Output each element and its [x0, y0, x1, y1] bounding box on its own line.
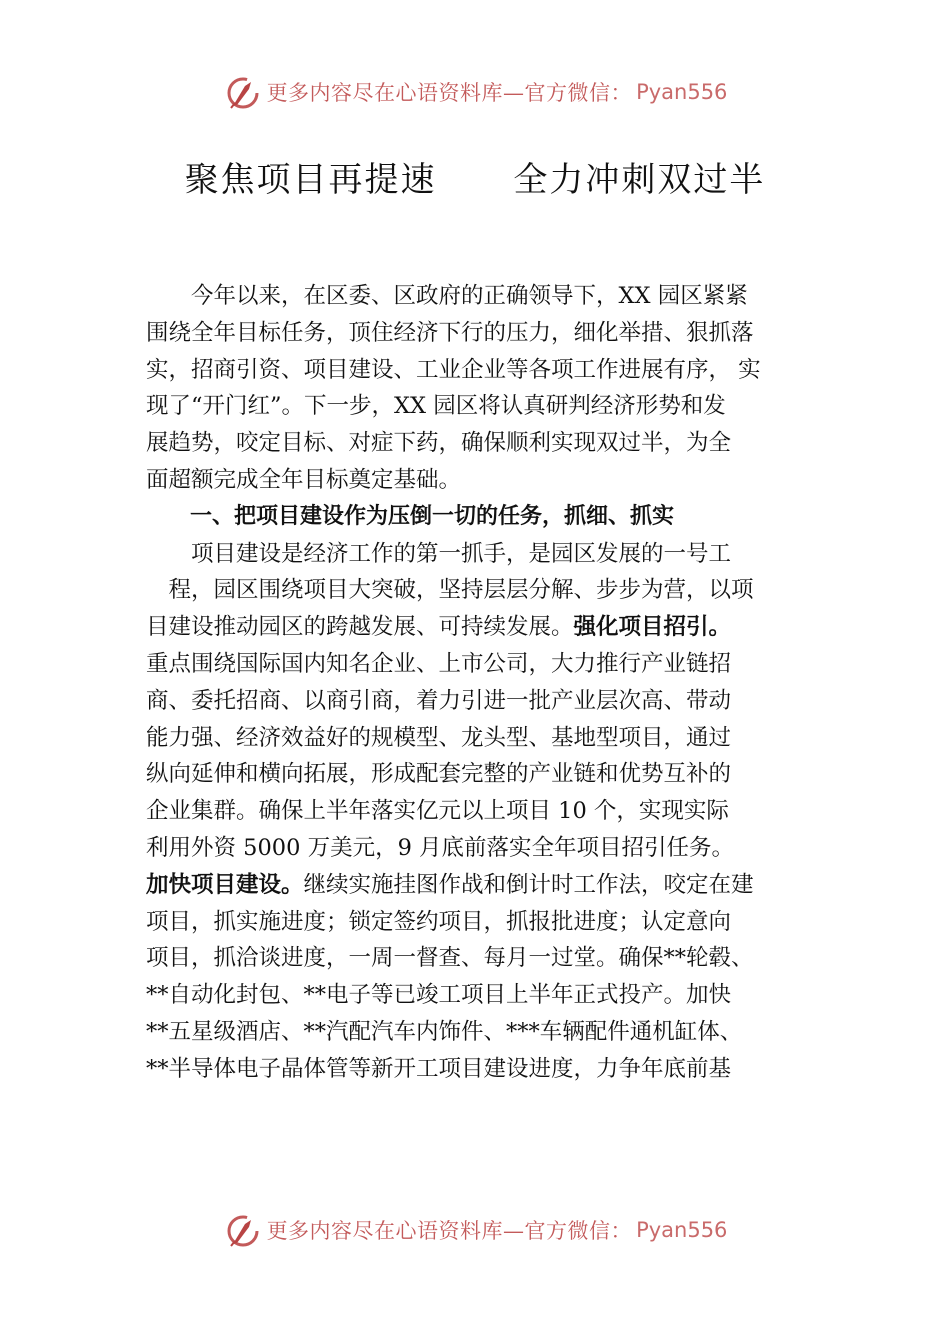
footer-banner [0, 1208, 950, 1252]
intro-line: 展趋势，咬定目标、对症下药，确保顺利实现双过半，为全 [146, 430, 732, 457]
section-line: **五星级酒店、**汽配汽车内饰件、***车辆配件通机缸体、 [146, 1018, 743, 1045]
section-line: 项目建设是经济工作的第一抓手，是园区发展的一号工 [146, 540, 732, 567]
section-line [146, 609, 818, 646]
banner-text: 更多内容尽在心语资料库—官方微信： [266, 81, 633, 105]
document-title: 聚焦项目再提速 全力冲刺双过半 [184, 160, 766, 200]
section-line: **半导体电子晶体管等新开工项目建设进度，力争年底前基 [146, 1055, 732, 1082]
section-line: 项目，抓洽谈进度，一周一督查、每月一过堂。确保**轮毂、 [146, 945, 754, 972]
section-heading: 一、把项目建设作为压倒一切的任务，抓细、抓实 [146, 503, 675, 529]
banner-text: 更多内容尽在心语资料库—官方微信： [266, 1219, 633, 1243]
intro-line: 今年以来，在区委、区政府的正确领导下，XX 园区紧紧 [146, 283, 748, 309]
section-line [146, 867, 818, 904]
section-line: 项目，抓实施进度；锁定签约项目，抓报批进度；认定意向 [146, 908, 732, 935]
intro-line: 现了“开门红”。下一步，XX 园区将认真研判经济形势和发 [146, 393, 726, 420]
banner-wechat-id: Pyan556 [636, 1218, 728, 1242]
banner-wechat-id: Pyan556 [636, 80, 728, 104]
section-line: 商、委托招商、以商引商，着力引进一批产业层次高、带动 [146, 687, 732, 714]
section-line: 程，园区围绕项目大突破，坚持层层分解、步步为营，以项 [146, 577, 754, 604]
intro-line: 面超额完成全年目标奠定基础。 [146, 466, 462, 493]
document-body [146, 278, 818, 1088]
intro-line: 围绕全年目标任务，顶住经济下行的压力，细化举措、狠抓落 [146, 319, 754, 346]
section-line: **自动化封包、**电子等已竣工项目上半年正式投产。加快 [146, 982, 732, 1009]
section-line: 企业集群。确保上半年落实亿元以上项目 10 个，实现实际 [146, 798, 729, 825]
pen-nib-logo-icon [223, 1210, 263, 1250]
section-line: 能力强、经济效益好的规模型、龙头型、基地型项目，通过 [146, 724, 732, 751]
section-line: 利用外资 5000 万美元，9 月底前落实全年项目招引任务。 [146, 834, 735, 861]
section-line-text: 目建设推动园区的跨越发展、可持续发展。 [146, 614, 574, 641]
intro-line: 实，招商引资、项目建设、工业企业等各项工作进展有序， 实 [146, 356, 761, 383]
section-line: 纵向延伸和横向拓展，形成配套完整的产业链和优势互补的 [146, 761, 732, 788]
bold-phrase: 强化项目招引。 [573, 614, 732, 641]
header-banner [0, 70, 950, 114]
section-line: 重点围绕国际国内知名企业、上市公司，大力推行产业链招 [146, 650, 732, 677]
pen-nib-logo-icon [223, 72, 263, 112]
section-line-text: 继续实施挂图作战和倒计时工作法，咬定在建 [303, 871, 754, 898]
bold-phrase: 加快项目建设。 [146, 871, 304, 898]
